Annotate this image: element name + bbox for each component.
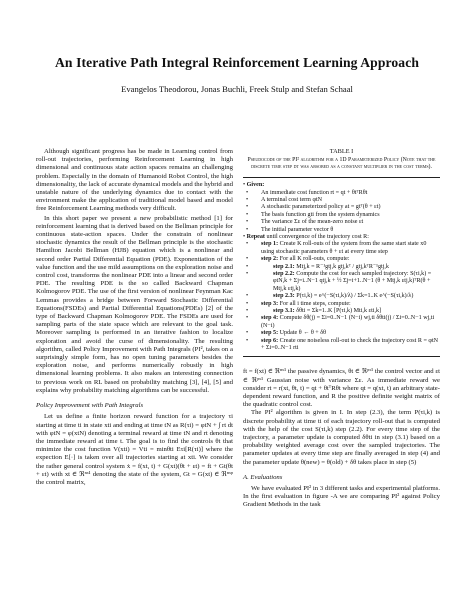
abstract (36, 148, 233, 395)
algorithm-substep: • step 2.3: P(τi,k) = e^(−S(τi,k)/λ) / Σk=1..K e^(−S(τi,k)/λ) (253, 293, 440, 300)
given-item: • The initial parameter vector θ (253, 227, 440, 234)
algorithm-step: • step 6: Create one noiseless roll-out to check the trajectory cost R = φtN + Σi=0..N−1 rti (253, 338, 440, 353)
algorithm-given: • Given: (243, 182, 265, 189)
repeat-label: Repeat (246, 233, 265, 240)
steps-list (243, 241, 440, 352)
algorithm-step: • step 5: Update θ ← θ + δθ (253, 330, 440, 337)
given-item: • The basis function gti from the system dynamics (253, 212, 440, 219)
given-item: • A terminal cost term φtN (253, 197, 440, 204)
table-caption: Pseudocode of the PI² algorithm for a 1D Parameterized Policy (Note that the discrete time step dt was absobed as a constant multiplier in the cost terms). (247, 156, 436, 170)
section-heading: Policy Improvement with Path Integrals (36, 402, 144, 410)
given-item: • An immediate cost function rt = qt + θtᵀRθt (253, 190, 440, 197)
right-column (243, 148, 440, 510)
algorithm-box (243, 177, 440, 357)
algorithm-step: • step 1: Create K roll-outs of the system from the same start state x0 using stochastic parameters θ + εt at every time step (253, 241, 440, 256)
paper-authors: Evangelos Theodorou, Jonas Buchli, Freek Stulp and Stefan Schaal (121, 84, 353, 94)
algorithm-substep: • step 2.2: Compute the cost for each sampled trajectory: S(τi,k) = φtN,k + Σj=i..N−1 qtj,k + ½ Σj=i+1..N−1 (θ + Mtj,k εtj,k)ᵀR(θ + Mtj,k εtj,k) (253, 271, 440, 293)
algorithm-repeat: • Repeat until convergence of the trajectory cost R: (243, 233, 369, 240)
evaluations-heading: A. Evaluations (243, 473, 283, 481)
algorithm-substep: • step 2.1: Mtj,k = R⁻¹gtj,k gtj,kᵀ / gtj,kᵀR⁻¹gtj,k (253, 264, 440, 271)
section-body (36, 413, 233, 487)
algorithm-substep: • step 3.1: δθti = Σk=1..K [P(τi,k) Mti,k εti,k] (253, 308, 440, 315)
algorithm-step: • step 3: For all i time steps, compute: (253, 301, 440, 308)
repeat-text: until convergence of the trajectory cost R: (266, 233, 369, 240)
algorithm-step: • step 4: Compute δθ(j) = Σi=0..N−1 (N−i) wj,ti δθti(j) / Σi=0..N−1 wj,ti (N−i) (253, 315, 440, 330)
body-paragraph: The PI² algorithm is given in I. In step (2.3), the term P(τi,k) is discrete probability at time ti of each trajectory roll-out that is computed with the help of the cost S(τi,k) step (2.2). For every time step of the trajectory, a parameter update is computed δθti in step (3.1) based on a probability weighted average cost over the sampled trajectories. The parameter updates at every time step are finally averaged in step (4) and the parameter update θ(new) = θ(old) + δθ takes place in step (5) (243, 409, 440, 466)
body-paragraph: ft = f(xt) ∈ ℜⁿˣ¹ the passive dynamics, θt ∈ ℜᵖˣ¹ the control vector and εt ∈ ℜᵖˣ¹ Gaussian noise with variance Σε. As immediate reward we consider rt = r(xt, θt, t) = qt + θtᵀRθt where qt = q(xt, t) an arbitrary state-dependent reward function, and R the positive definite weight matrix of the quadratic control cost. (243, 368, 440, 409)
section-paragraph: Let us define a finite horizon reward function for a trajectory τi starting at time ti in state xti and ending at time tN as R(τi) = φtN + ∫ rt dt with φtN = φ(xtN) denoting a terminal reward at time tN and rt denoting the immediate reward at time t. The goal is to find the controls θt that minimize the cost function V(xti) = Vti = minθti Eτi[R(τi)] where the expection E[·] is taken over all trajectories starting at xti. We consider the rather general control system ẋ = f(xt, t) + G(xt)(θt + εt) = ft + Gt(θt + εt) with xt ∈ ℜⁿˣ¹ denoting the state of the system, Gt = G(xt) ∈ ℜⁿˣᵖ the control matrix, (36, 413, 233, 486)
abstract-paragraph: Although significant progress has be made in Learning control from roll-out trajectories, performing Reinforcement Learning in high dimensional and continuous state action spaces remains an challenging problem. Especially in the domain of Humanoid Robot Control, the high dimensionality, the lack of accurate dynamical models and the hybrid and unstable nature of the underlying dynamics due to contact with the environment make the application of traditional model based and model free Reinforcement Learning methods very difficult. (36, 148, 233, 213)
right-body (243, 368, 440, 509)
algorithm-step: • step 2: For all K roll-outs, compute: (253, 256, 440, 263)
given-item: • A stochastic parameterized policy at = gtᵀ(θ + εt) (253, 204, 440, 211)
table-label: TABLE I (329, 148, 354, 155)
left-column (36, 148, 233, 487)
given-label: Given: (246, 182, 265, 189)
given-item: • The variance Σε of the mean-zero noise εt (253, 219, 440, 226)
paper-title: An Iterative Path Integral Reinforcement Learning Approach (55, 55, 419, 70)
evaluations-paragraph: We have evaluated PI² in 3 different tasks and experimental platforms. In the first evaluation in figure -A we are comparing PI² against Policy Gradient Methods in the task (243, 485, 440, 509)
abstract-paragraph: In this short paper we present a new probabilistic method [1] for reinforcement learning that is derived based on the Bellman principle for continuous state-action spaces. Under the constrain of nonlinear stochastic dynamics the result of the Bellman principle is the stochastic Hamilton Jacobi Bellman (HJB) equation which is a nonlinear and second order Partial Differential Equation (PDE). Exponentiation of the value function and the use mild assumptions on the exploration noise and control cost, transforms the nonlinear PDE into a linear and second order PDE. The resulting PDE is the so called Backward Chapman Kolmogorov PDE. The use of the first version of nonlinear Feynman Kac Lemmas provides a bridge between Forward Stochastic Differential Equations(FSDEs) and Partial Differential Equations(PDEs) [2] of the type of Backward Chapman Kolmogorov PDE. The FSDEs are used for sampling parts of the state space which are relevant to the goal task. Moreover sampling is performed in an iterative fashion to localize exploration and avoid the curse of dimensionality. The resulting algorithm, called Policy Improvement with Path Integrals (PI², takes on a surprisingly simple form, has no open tuning parameters besides the exploration noise, and performs numerically robustly in high dimensional learning problems. It also makes an interesting connection to previous work on RL based on probability matching [3], [4], [5] and explains why probability matching algorithms can be successful. (36, 214, 233, 394)
given-list (243, 190, 440, 234)
